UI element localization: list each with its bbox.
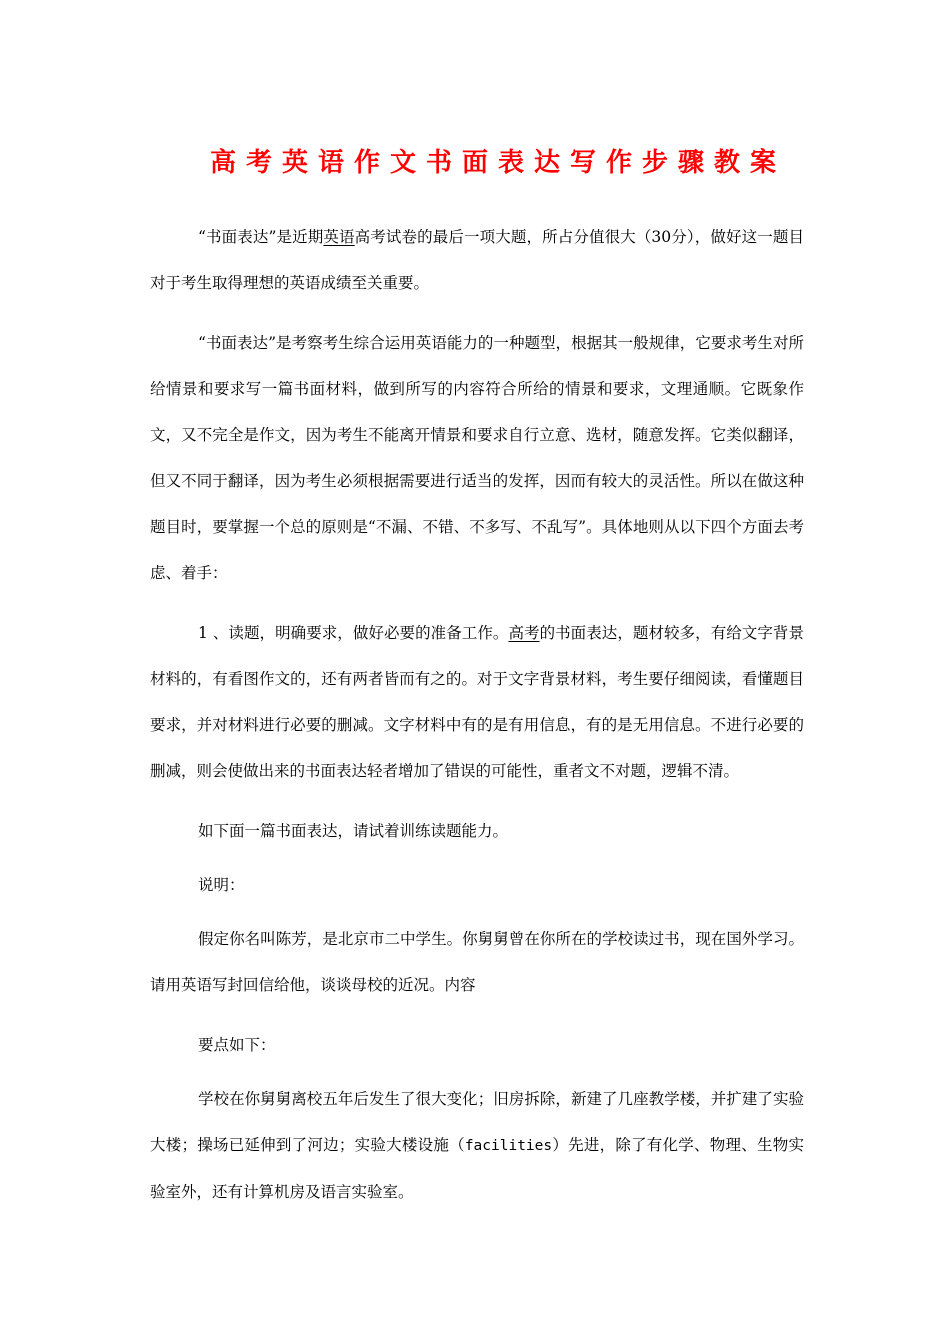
text-segment: ）先进，除了有化学、物理、生物实验室外，还有计算机房及语言实验室。 (150, 1136, 804, 1201)
english-link[interactable]: 英语 (323, 228, 355, 246)
paragraph-key-points (150, 1076, 804, 1215)
document-body (150, 214, 804, 1229)
paragraph-intro (150, 214, 804, 306)
paragraph-example-intro: 如下面一篇书面表达，请试着训练读题能力。 (198, 822, 509, 840)
text-segment: “书面表达”是近期 (198, 228, 324, 246)
gaokao-link[interactable]: 高考 (508, 624, 540, 642)
paragraph-description: “书面表达”是考察考生综合运用英语能力的一种题型，根据其一般规律，它要求考生对所给情景和要求写一篇书面材料，做到所写的内容符合所给的情景和要求，文理通顺。它既象作文，又不完全是作文，因为考生不能离开情景和要求自行立意、选材，随意发挥。它类似翻译，但又不同于翻译，因为考生必须根据需要进行适当的发挥，因而有较大的灵活性。所以在做这种题目时，要掌握一个总的原则是“不漏、不错、不多写、不乱写”。具体地则从以下四个方面去考虑、着手： (150, 334, 804, 582)
text-segment: 学校在你舅舅离校五年后发生了很大变化；旧房拆除，新建了几座教学楼，并扩建了实验大楼；操场已延伸到了河边；实验大楼设施（ (150, 1090, 804, 1154)
paragraph-step-1 (150, 610, 804, 794)
document-title: 高考英语作文书面表达写作步骤教案 (209, 148, 786, 178)
text-segment: 的书面表达，题材较多，有给文字背景材料的，有看图作文的，还有两者皆而有之的。对于文字背景材料，考生要仔细阅读，看懂题目要求，并对材料进行必要的删减。文字材料中有的是有用信息，有的是无用信息。不进行必要的删减，则会使做出来的书面表达轻者增加了错误的可能性，重者文不对题，逻辑不清。 (150, 624, 804, 780)
text-segment: 1 、读题，明确要求，做好必要的准备工作。 (198, 624, 509, 642)
paragraph-instructions-label: 说明： (198, 876, 245, 894)
text-segment: 高考试卷的最后一项大题，所占分值很大（30分），做好这一题目对于考生取得理想的英语成绩至关重要。 (150, 228, 804, 292)
paragraph-scenario: 假定你名叫陈芳，是北京市二中学生。你舅舅曾在你所在的学校读过书，现在国外学习。请用英语写封回信给他，谈谈母校的近况。内容 (150, 930, 804, 994)
english-term: facilities (464, 1138, 553, 1154)
paragraph-key-points-label: 要点如下： (198, 1036, 276, 1054)
